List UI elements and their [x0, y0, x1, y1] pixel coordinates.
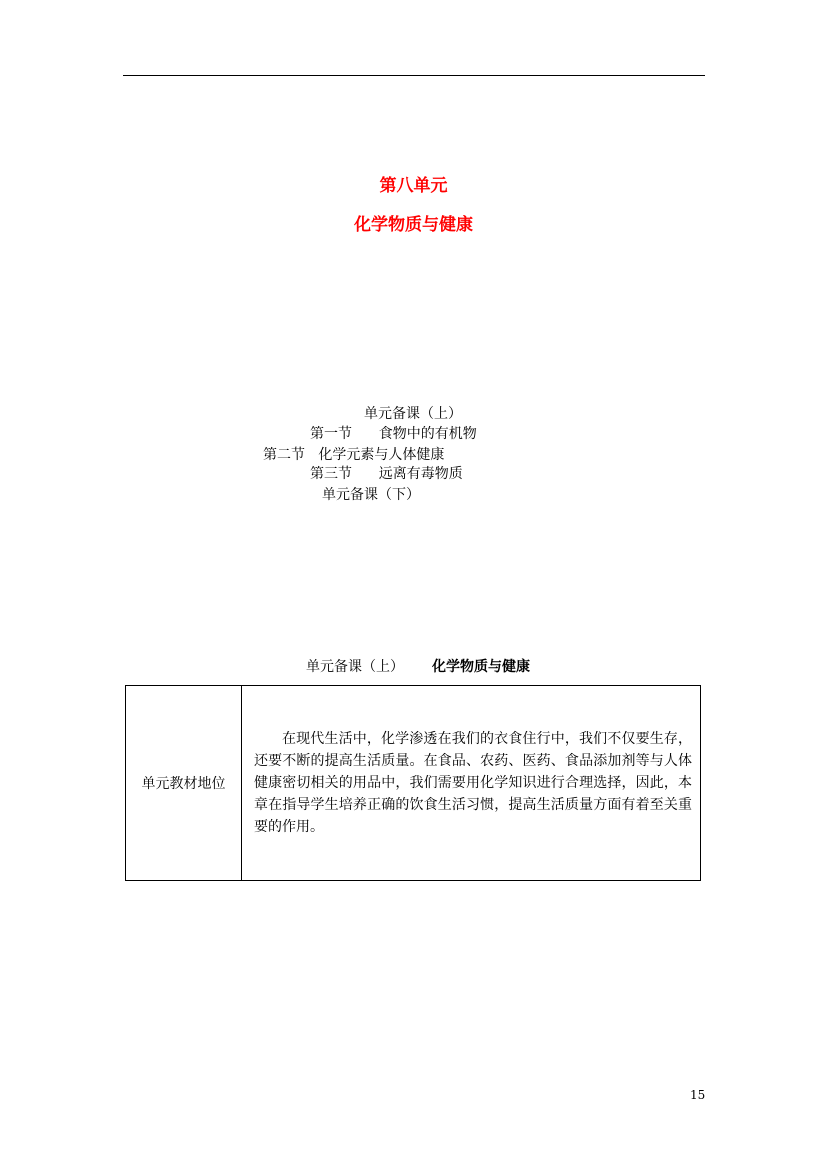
toc-item: 第三节 远离有毒物质: [310, 466, 463, 482]
toc-item: 第一节 食物中的有机物: [310, 426, 477, 442]
unit-title: 第八单元: [379, 176, 448, 196]
table-row: [126, 686, 701, 881]
unit-info-table: [125, 685, 701, 881]
unit-subtitle: 化学物质与健康: [354, 215, 473, 235]
table-content-cell: [242, 686, 701, 881]
section-heading: [306, 656, 530, 676]
section-heading-title: 化学物质与健康: [432, 659, 530, 675]
toc-item: 单元备课（下）: [322, 487, 420, 503]
toc-item: 第二节 化学元素与人体健康: [263, 447, 445, 463]
toc-item: 单元备课（上）: [364, 406, 462, 422]
section-heading-label: 单元备课（上）: [306, 659, 404, 675]
table-content-text: 在现代生活中，化学渗透在我们的衣食住行中，我们不仅要生存，还要不断的提高生活质量。在食品、农药、医药、食品添加剂等与人体健康密切相关的用品中，我们需要用化学知识进行合理选择，因此，本章在指导学生培养正确的饮食生活习惯，提高生活质量方面有着至关重要的作用。: [254, 731, 692, 835]
page-number: 15: [690, 1088, 706, 1102]
header-rule: [123, 75, 705, 76]
table-label-cell: 单元教材地位: [126, 686, 242, 881]
